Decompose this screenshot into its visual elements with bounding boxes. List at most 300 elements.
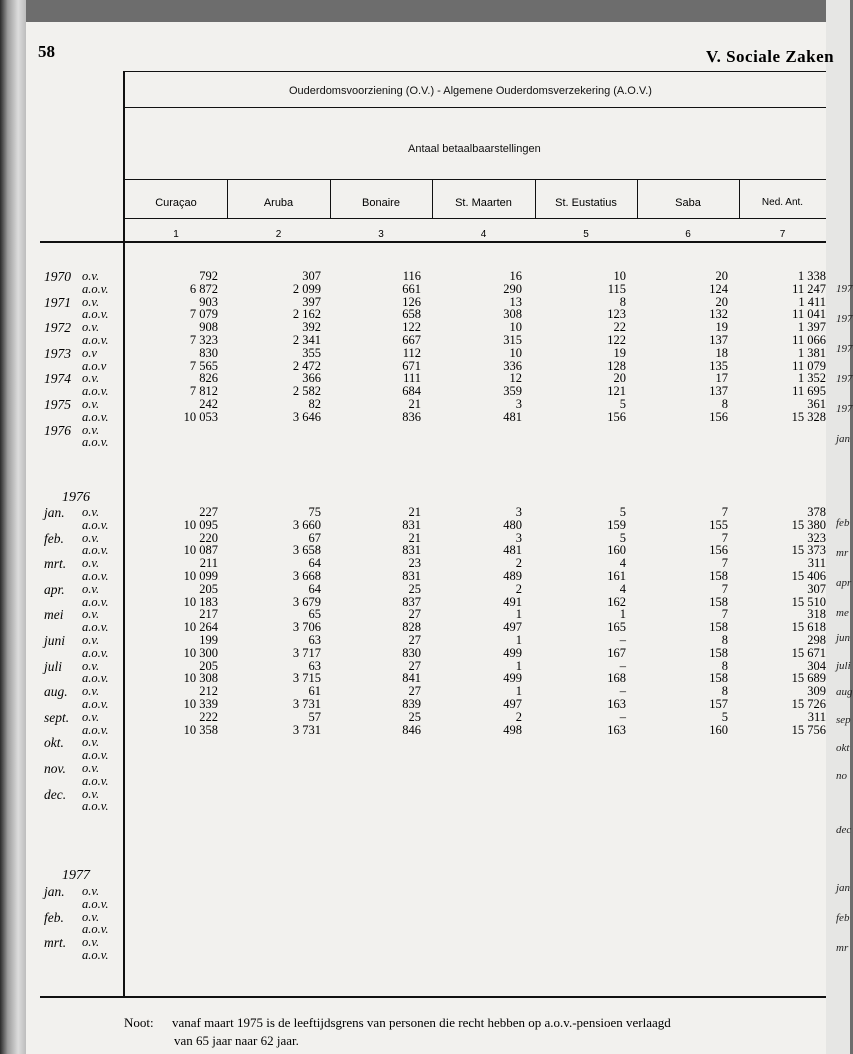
benefit-type: o.v (82, 345, 97, 360)
table-cell: 61 (308, 684, 321, 699)
table-cell: 10 087 (183, 543, 218, 558)
row-label (40, 283, 120, 296)
table-cell: 115 (607, 281, 626, 296)
column-number: 3 (378, 229, 384, 240)
note-line-2: van 65 jaar naar 62 jaar. (174, 1033, 299, 1048)
next-page-label: jan (836, 882, 851, 894)
table-cell: 217 (199, 607, 218, 622)
benefit-type: o.v. (82, 658, 100, 673)
benefit-type: a.o.v. (82, 722, 109, 737)
table-cell: 25 (408, 581, 421, 596)
table-cell: 499 (503, 671, 522, 686)
table-cell: 137 (709, 333, 728, 347)
table-cell: 307 (302, 269, 321, 283)
table-cell: 481 (503, 543, 522, 558)
table-cell: 481 (503, 409, 522, 424)
period-label: 1975 (44, 397, 71, 412)
period-label: juni (44, 633, 66, 648)
table-cell: 7 079 (189, 307, 218, 322)
period-label: juli (44, 658, 63, 674)
table-cell: 1 (619, 607, 626, 622)
note-line-1: vanaf maart 1975 is de leeftijdsgrens van personen die recht hebben op a.o.v.-pensioen verlaagd (172, 1015, 671, 1030)
table-cell: 212 (199, 684, 218, 699)
table-cell: 7 (721, 530, 728, 545)
table-cell: 205 (199, 581, 218, 596)
benefit-type: a.o.v. (82, 543, 109, 558)
benefit-type: a.o.v. (82, 922, 109, 937)
table-bottom-rule (40, 996, 826, 998)
table-cell: 20 (715, 294, 728, 309)
benefit-type: o.v. (82, 371, 100, 386)
table-cell: 318 (807, 607, 826, 622)
table-cell: 10 (509, 345, 522, 360)
table-cell: 1 (515, 684, 522, 699)
table-cell: 13 (509, 294, 522, 309)
benefit-type: o.v. (82, 581, 100, 596)
benefit-type: a.o.v. (82, 645, 109, 660)
table-cell: 7 565 (189, 358, 218, 373)
table-cell: 7 (721, 505, 728, 519)
table-cell: – (619, 633, 626, 647)
column-number: 1 (173, 229, 179, 240)
next-page-label: feb (836, 912, 850, 924)
table-cell: 2 472 (292, 358, 321, 373)
table-cell: 10 (613, 269, 626, 283)
column-number: 2 (275, 229, 282, 240)
table-cell: 366 (302, 371, 321, 386)
table-cell: 126 (402, 294, 421, 309)
table-cell: 123 (607, 307, 626, 322)
benefit-type: a.o.v. (82, 671, 109, 686)
benefit-type: a.o.v. (82, 409, 109, 424)
table-cell: 671 (402, 358, 421, 373)
table-cell: 792 (199, 269, 218, 283)
period-label: apr. (44, 581, 65, 597)
table-cell: 64 (308, 581, 321, 596)
column-number: 6 (685, 229, 691, 240)
next-page-label: 197 (836, 283, 853, 295)
header-bottom-rule (40, 241, 826, 243)
benefit-type: a.o.v. (82, 697, 109, 711)
table-cell: – (619, 684, 626, 699)
table-cell: 8 (619, 294, 626, 309)
table-cell: 163 (607, 722, 626, 737)
table-cell: 162 (607, 594, 626, 609)
table-cell: 830 (402, 645, 421, 660)
period-label: 1971 (44, 294, 71, 310)
table-cell: 157 (709, 697, 728, 711)
column-header: St. Eustatius (555, 197, 617, 209)
table-cell: 2 582 (292, 384, 321, 399)
table-cell: 498 (503, 722, 522, 737)
column-header: Aruba (263, 197, 294, 209)
benefit-type: o.v. (82, 786, 100, 801)
table-cell: 122 (402, 320, 421, 335)
table-cell: 25 (408, 709, 421, 724)
table-cell: 3 (515, 505, 522, 519)
table-cell: 17 (715, 371, 728, 386)
table-cell: 497 (503, 620, 522, 635)
table-cell: 4 (619, 581, 626, 596)
period-label: okt. (44, 735, 64, 751)
benefit-type: o.v. (82, 320, 100, 335)
column-number: 7 (779, 229, 786, 240)
table-cell: 15 406 (791, 569, 826, 583)
benefit-type: a.o.v. (82, 333, 109, 347)
header-rule-1 (125, 107, 826, 108)
table-cell: 5 (619, 397, 626, 411)
table-cell: 11 695 (792, 384, 826, 399)
table-cell: 841 (402, 671, 421, 686)
benefit-type: a.o.v. (82, 896, 109, 911)
table-cell: 661 (402, 281, 421, 296)
table-cell: 336 (503, 358, 522, 373)
column-number: 5 (583, 229, 589, 240)
table-cell: 19 (613, 345, 626, 360)
table-cell: 20 (715, 269, 728, 283)
table-cell: 18 (715, 345, 728, 360)
benefit-type: o.v. (82, 530, 100, 545)
row-label (40, 519, 120, 532)
table-cell: 15 671 (791, 645, 826, 660)
table-cell: 161 (607, 569, 626, 583)
benefit-type: a.o.v. (82, 307, 109, 322)
period-label: aug. (44, 684, 68, 700)
table-cell: 2 (515, 581, 522, 596)
table-cell: 158 (709, 569, 728, 583)
table-cell: 15 618 (791, 620, 826, 635)
next-page-label: 197 (836, 343, 853, 355)
book-spine-shadow (0, 0, 26, 1054)
table-cell: 242 (199, 397, 218, 411)
table-cell: 8 (721, 684, 728, 699)
table-cell: 20 (613, 371, 626, 386)
table-cell: – (619, 709, 626, 724)
table-cell: 3 715 (292, 671, 321, 686)
table-cell: 121 (607, 384, 626, 399)
table-cell: 3 668 (292, 569, 321, 583)
period-label: jan. (44, 505, 65, 520)
period-label: 1973 (44, 345, 71, 361)
table-cell: 5 (619, 505, 626, 519)
table-cell: 160 (709, 722, 728, 737)
table-cell: 323 (807, 530, 826, 545)
table-cell: 11 079 (792, 358, 826, 373)
row-label (40, 711, 120, 724)
column-header: Bonaire (362, 197, 400, 209)
table-cell: 309 (807, 684, 826, 699)
table-cell: 27 (408, 684, 421, 699)
table-cell: 222 (199, 709, 218, 724)
period-label: jan. (44, 884, 65, 899)
table-cell: 828 (402, 620, 421, 635)
table-cell: 227 (199, 505, 218, 519)
table-cell: 837 (402, 594, 421, 609)
table-cell: 10 264 (183, 620, 218, 635)
next-page-label: okt (836, 742, 850, 754)
benefit-type: o.v. (82, 761, 100, 775)
table-cell: 830 (199, 345, 218, 360)
table-cell: 82 (308, 397, 321, 411)
table-cell: 19 (715, 320, 728, 335)
table-cell: 3 706 (292, 620, 321, 635)
table-cell: 1 352 (797, 371, 826, 386)
table-cell: 75 (308, 505, 321, 519)
table-cell: 10 095 (183, 517, 218, 532)
table-cell: 836 (402, 409, 421, 424)
table-cell: 63 (308, 633, 321, 647)
row-label (40, 775, 120, 788)
note-label: Noot: (124, 1015, 154, 1030)
benefit-type: o.v. (82, 397, 100, 411)
table-cell: 158 (709, 671, 728, 686)
table-cell: 10 300 (183, 645, 218, 660)
table-cell: 57 (308, 709, 321, 724)
row-label (40, 411, 120, 424)
table-cell: 27 (408, 633, 421, 647)
table-cell: 156 (607, 409, 626, 424)
table-cell: 21 (408, 397, 421, 411)
table-cell: 359 (503, 384, 522, 399)
table-cell: 304 (807, 658, 826, 673)
table-cell: 3 646 (292, 409, 321, 424)
benefit-type: o.v. (82, 269, 100, 283)
table-cell: 8 (721, 397, 728, 411)
table-cell: 7 (721, 581, 728, 596)
table-cell: 16 (509, 269, 522, 283)
table-cell: 397 (302, 294, 321, 309)
table-cell: 1 338 (797, 269, 826, 283)
table-cell: 7 (721, 556, 728, 571)
benefit-type: o.v. (82, 505, 100, 519)
table-cell: 1 (515, 633, 522, 647)
benefit-type: a.o.v. (82, 773, 109, 788)
row-label (40, 347, 120, 360)
period-label: 1974 (44, 371, 71, 387)
table-cell: 15 380 (791, 517, 826, 532)
header-rule-3 (125, 218, 826, 219)
table-cell: 491 (503, 594, 522, 609)
table-cell: 7 323 (189, 333, 218, 347)
row-label (40, 436, 120, 449)
table-cell: 3 731 (292, 697, 321, 711)
period-label: sept. (44, 709, 70, 725)
benefit-type: a.o.v (82, 358, 107, 373)
table-cell: 684 (402, 384, 421, 399)
table-cell: 2 (515, 709, 522, 724)
next-page-label: 197 (836, 373, 853, 385)
table-cell: 658 (402, 307, 421, 322)
row-label (40, 800, 120, 813)
next-page-label: 197 (836, 403, 853, 415)
next-page-label: no (836, 770, 847, 782)
table-cell: 132 (709, 307, 728, 322)
table-cell: 160 (607, 543, 626, 558)
benefit-type: o.v. (82, 735, 100, 750)
table-cell: 10 339 (183, 697, 218, 711)
next-page-label: apr (836, 577, 852, 589)
period-label: 1976 (44, 422, 71, 438)
period-label: feb. (44, 530, 64, 546)
benefit-type: o.v. (82, 422, 100, 437)
table-cell: 27 (408, 607, 421, 622)
table-cell: 831 (402, 569, 421, 583)
table-cell: 308 (503, 307, 522, 322)
benefit-type: a.o.v. (82, 748, 109, 763)
table-cell: 3 679 (292, 594, 321, 609)
table-cell: 3 660 (292, 517, 321, 532)
table-cell: 1 (515, 658, 522, 673)
table-cell: 311 (807, 556, 826, 571)
table-cell: 124 (709, 281, 728, 296)
period-label: 1970 (44, 269, 71, 284)
period-label: mei (44, 607, 64, 623)
table-cell: 67 (308, 530, 321, 545)
table-cell: 839 (402, 697, 421, 711)
next-page-label: aug (836, 686, 853, 698)
column-header: Curaçao (155, 197, 197, 209)
table-cell: 489 (503, 569, 522, 583)
row-label (40, 647, 120, 660)
next-page-label: mr (836, 547, 849, 559)
table-cell: 378 (807, 505, 826, 519)
table-cell: 2 341 (292, 333, 321, 347)
table-cell: 307 (807, 581, 826, 596)
benefit-type: o.v. (82, 607, 100, 622)
stub-divider (123, 71, 125, 997)
next-page-label: jun (836, 632, 851, 644)
table-top-rule (123, 71, 826, 72)
table-cell: 158 (709, 594, 728, 609)
table-cell: 163 (607, 697, 626, 711)
table-cell: 11 066 (792, 333, 826, 347)
table-cell: 165 (607, 620, 626, 635)
table-cell: 497 (503, 697, 522, 711)
benefit-type: o.v. (82, 935, 100, 950)
table-cell: 10 358 (183, 722, 218, 737)
period-label: mrt. (44, 935, 67, 951)
table-cell: 480 (503, 517, 522, 532)
table-cell: 168 (607, 671, 626, 686)
table-cell: 211 (199, 556, 218, 571)
table-cell: 499 (503, 645, 522, 660)
benefit-type: o.v. (82, 709, 100, 724)
table-cell: 15 510 (791, 594, 826, 609)
benefit-type: a.o.v. (82, 799, 109, 814)
benefit-type: a.o.v. (82, 569, 109, 583)
table-cell: 111 (403, 371, 421, 386)
year-label-1977: 1977 (62, 868, 90, 883)
period-label: mrt. (44, 556, 67, 572)
table-cell: 220 (199, 530, 218, 545)
benefit-type: o.v. (82, 294, 100, 309)
period-label: feb. (44, 909, 64, 925)
table-cell: 315 (503, 333, 522, 347)
table-cell: 4 (619, 556, 626, 571)
main-header: Ouderdomsvoorziening (O.V.) - Algemene Ouderdomsverzekering (A.O.V.) (289, 85, 652, 97)
benefit-type: a.o.v. (82, 435, 109, 450)
table-cell: 3 731 (292, 722, 321, 737)
table-cell: 1 381 (797, 345, 826, 360)
table-cell: 159 (607, 517, 626, 532)
benefit-type: o.v. (82, 556, 100, 571)
table-cell: 3 (515, 397, 522, 411)
table-cell: 10 308 (183, 671, 218, 686)
next-page-label: juli (836, 660, 851, 672)
table-cell: 65 (308, 607, 321, 622)
table-cell: 7 (721, 607, 728, 622)
benefit-type: o.v. (82, 909, 100, 924)
table-cell: 15 373 (791, 543, 826, 558)
sub-header: Antaal betaalbaarstellingen (408, 143, 541, 155)
benefit-type: a.o.v. (82, 620, 109, 635)
table-cell: 21 (408, 505, 421, 519)
next-page-label: jan (836, 433, 851, 445)
next-page-label: mr (836, 942, 849, 954)
table-cell: 128 (607, 358, 626, 373)
table-cell: 3 (515, 530, 522, 545)
table-cell: 23 (408, 556, 421, 571)
table-cell: 290 (503, 281, 522, 296)
next-page-label: sep (836, 714, 851, 726)
table-cell: 63 (308, 658, 321, 673)
page-number: 58 (38, 42, 55, 61)
table-cell: 205 (199, 658, 218, 673)
table-cell: 3 717 (292, 645, 321, 660)
table-cell: 311 (807, 709, 826, 724)
table-cell: 8 (721, 658, 728, 673)
row-label (40, 949, 120, 962)
table-cell: 826 (199, 371, 218, 386)
benefit-type: a.o.v. (82, 948, 109, 962)
note (124, 1015, 671, 1031)
table-cell: 3 658 (292, 543, 321, 558)
table-cell: 1 (515, 607, 522, 622)
header-rule-2 (125, 179, 826, 180)
period-label: 1972 (44, 320, 71, 336)
table-cell: 903 (199, 294, 218, 309)
column-header: Saba (675, 197, 701, 209)
document-page (26, 22, 826, 1054)
table-cell: – (619, 658, 626, 673)
table-cell: 156 (709, 543, 728, 558)
table-cell: 116 (402, 269, 421, 283)
table-cell: 22 (613, 320, 626, 335)
year-label-1976: 1976 (62, 490, 90, 505)
table-cell: 10 099 (183, 569, 218, 583)
table-cell: 199 (199, 633, 218, 647)
benefit-type: a.o.v. (82, 384, 109, 399)
period-label: nov. (44, 761, 66, 776)
next-page-label: dec (836, 824, 852, 836)
row-label (40, 583, 120, 596)
table-cell: 8 (721, 633, 728, 647)
benefit-type: o.v. (82, 684, 100, 699)
benefit-type: a.o.v. (82, 281, 109, 296)
next-page-label: 197 (836, 313, 853, 325)
table-cell: 361 (807, 397, 826, 411)
table-cell: 15 726 (791, 697, 826, 711)
table-cell: 6 872 (189, 281, 218, 296)
table-cell: 10 053 (183, 409, 218, 424)
table-cell: 27 (408, 658, 421, 673)
table-cell: 10 183 (183, 594, 218, 609)
table-cell: 846 (402, 722, 421, 737)
table-cell: 112 (402, 345, 421, 360)
table-cell: 5 (721, 709, 728, 724)
table-cell: 2 162 (292, 307, 321, 322)
table-cell: 355 (302, 345, 321, 360)
